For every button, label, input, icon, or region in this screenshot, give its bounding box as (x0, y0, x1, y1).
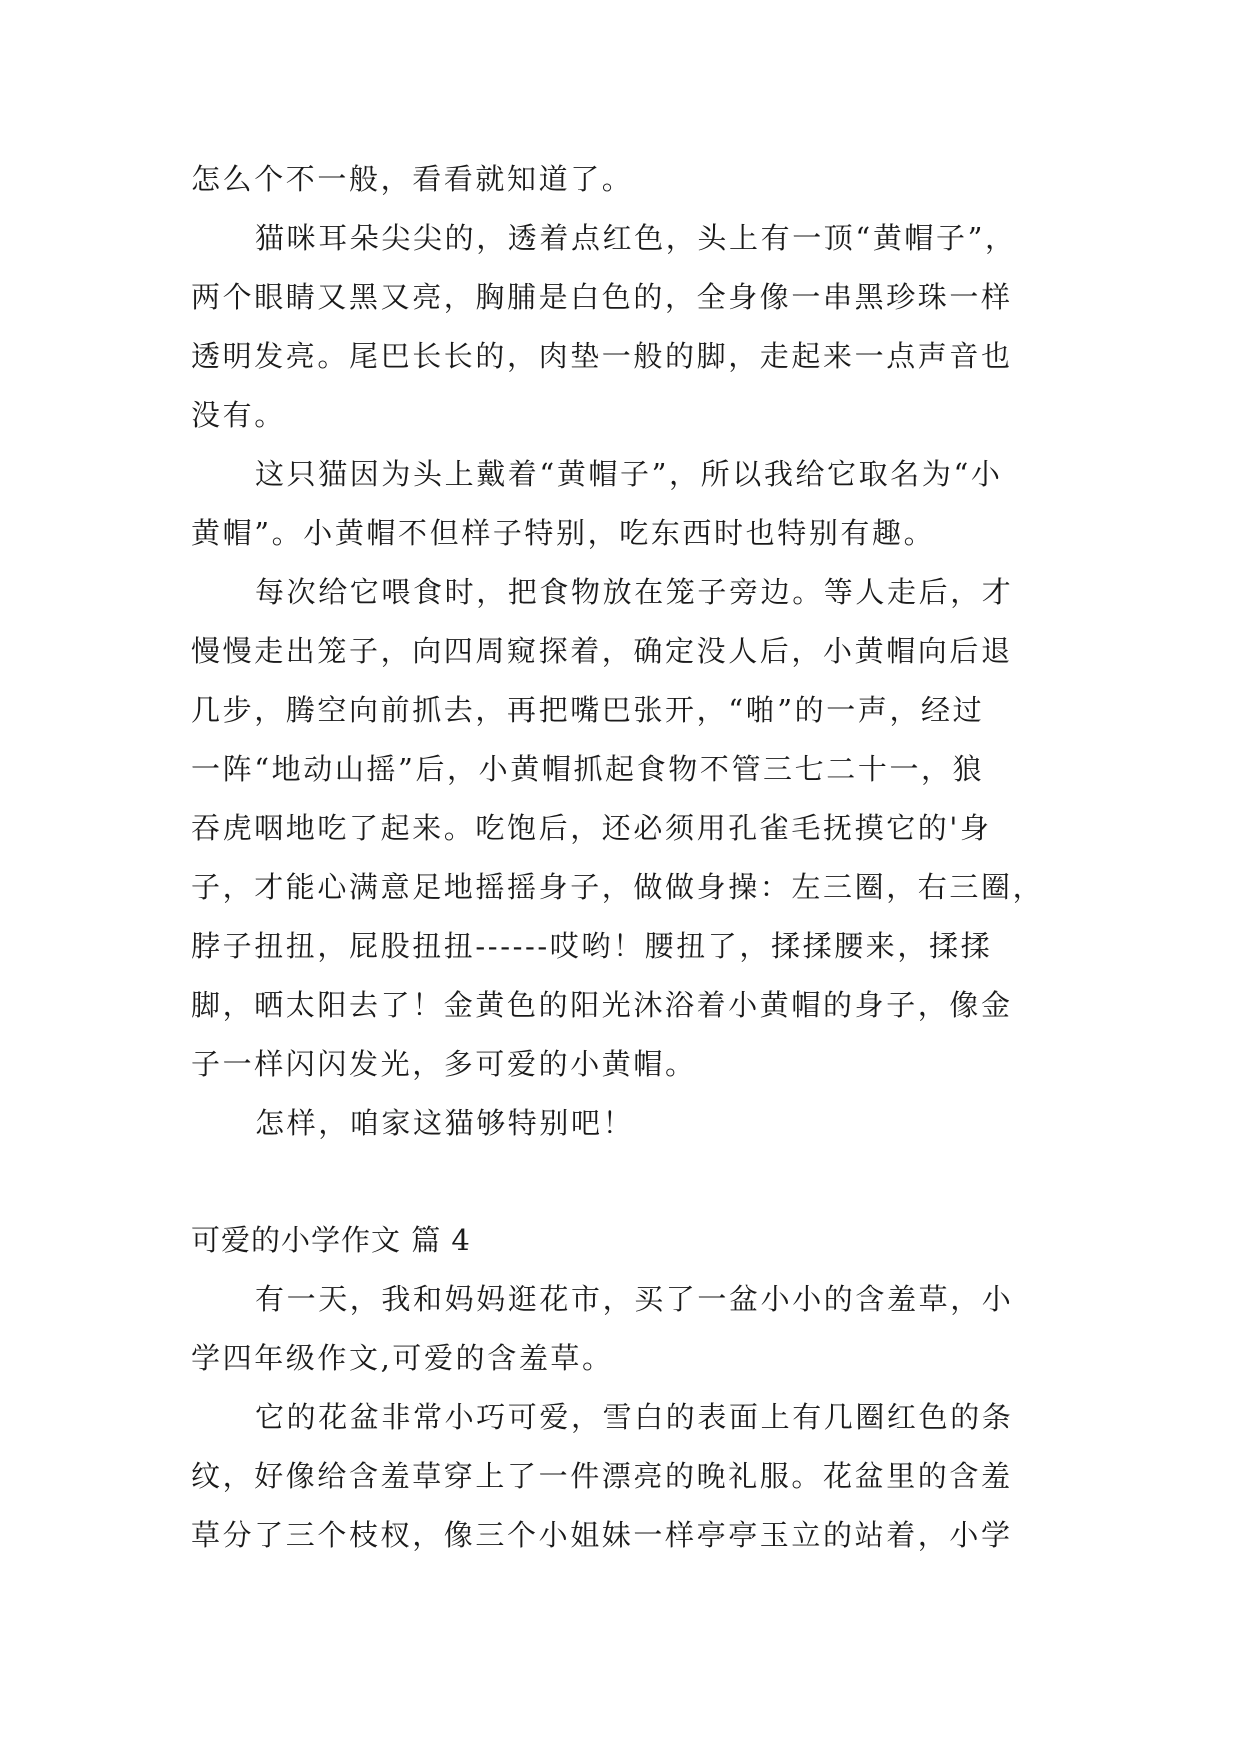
paragraph-line: 子，才能心满意足地摇摇身子，做做身操：左三圈，右三圈， (191, 870, 1045, 904)
document-page (191, 150, 1051, 1565)
paragraph-4 (191, 563, 1051, 1094)
paragraph-line: 子一样闪闪发光，多可爱的小黄帽。 (191, 1047, 697, 1081)
paragraph-line: 有一天，我和妈妈逛花市，买了一盆小小的含羞草，小 (255, 1282, 1014, 1316)
paragraph-line: 吞虎咽地吃了起来。吃饱后，还必须用孔雀毛抚摸它的'身 (191, 811, 992, 845)
paragraph-line: 透明发亮。尾巴长长的，肉垫一般的脚，走起来一点声音也 (191, 339, 1013, 373)
paragraph-line: 学四年级作文,可爱的含羞草。 (191, 1341, 614, 1375)
paragraph-line: 猫咪耳朵尖尖的，透着点红色，头上有一顶“黄帽子”， (255, 221, 1017, 255)
paragraph-line: 黄帽”。小黄帽不但样子特别，吃东西时也特别有趣。 (191, 516, 936, 550)
paragraph-line: 脖子扭扭，屁股扭扭------哎哟！腰扭了，揉揉腰来，揉揉 (191, 929, 993, 963)
paragraph-line: 没有。 (191, 398, 286, 432)
paragraph-2 (191, 209, 1051, 445)
paragraph-line: 几步，腾空向前抓去，再把嘴巴张开，“啪”的一声，经过 (191, 693, 985, 727)
paragraph-line: 这只猫因为头上戴着“黄帽子”，所以我给它取名为“小 (255, 457, 1003, 491)
paragraph-6 (191, 1270, 1051, 1388)
section-spacer (191, 1153, 1051, 1211)
paragraph-5 (191, 1094, 1051, 1153)
section-heading: 可爱的小学作文 篇 4 (191, 1223, 471, 1257)
paragraph-3 (191, 445, 1051, 563)
paragraph-line: 两个眼睛又黑又亮，胸脯是白色的，全身像一串黑珍珠一样 (191, 280, 1013, 314)
paragraph-line: 每次给它喂食时，把食物放在笼子旁边。等人走后，才 (255, 575, 1014, 609)
paragraph-line: 怎么个不一般，看看就知道了。 (191, 162, 634, 196)
paragraph-line: 草分了三个枝杈，像三个小姐妹一样亭亭玉立的站着，小学 (191, 1518, 1013, 1552)
paragraph-line: 怎样，咱家这猫够特别吧！ (255, 1106, 635, 1140)
paragraph-1 (191, 150, 1051, 209)
paragraph-line: 它的花盆非常小巧可爱，雪白的表面上有几圈红色的条 (255, 1400, 1014, 1434)
paragraph-line: 纹，好像给含羞草穿上了一件漂亮的晚礼服。花盆里的含羞 (191, 1459, 1013, 1493)
paragraph-line: 一阵“地动山摇”后，小黄帽抓起食物不管三七二十一，狼 (191, 752, 985, 786)
paragraph-line: 慢慢走出笼子，向四周窥探着，确定没人后，小黄帽向后退 (191, 634, 1013, 668)
paragraph-line: 脚，晒太阳去了！金黄色的阳光沐浴着小黄帽的身子，像金 (191, 988, 1013, 1022)
paragraph-7 (191, 1388, 1051, 1565)
